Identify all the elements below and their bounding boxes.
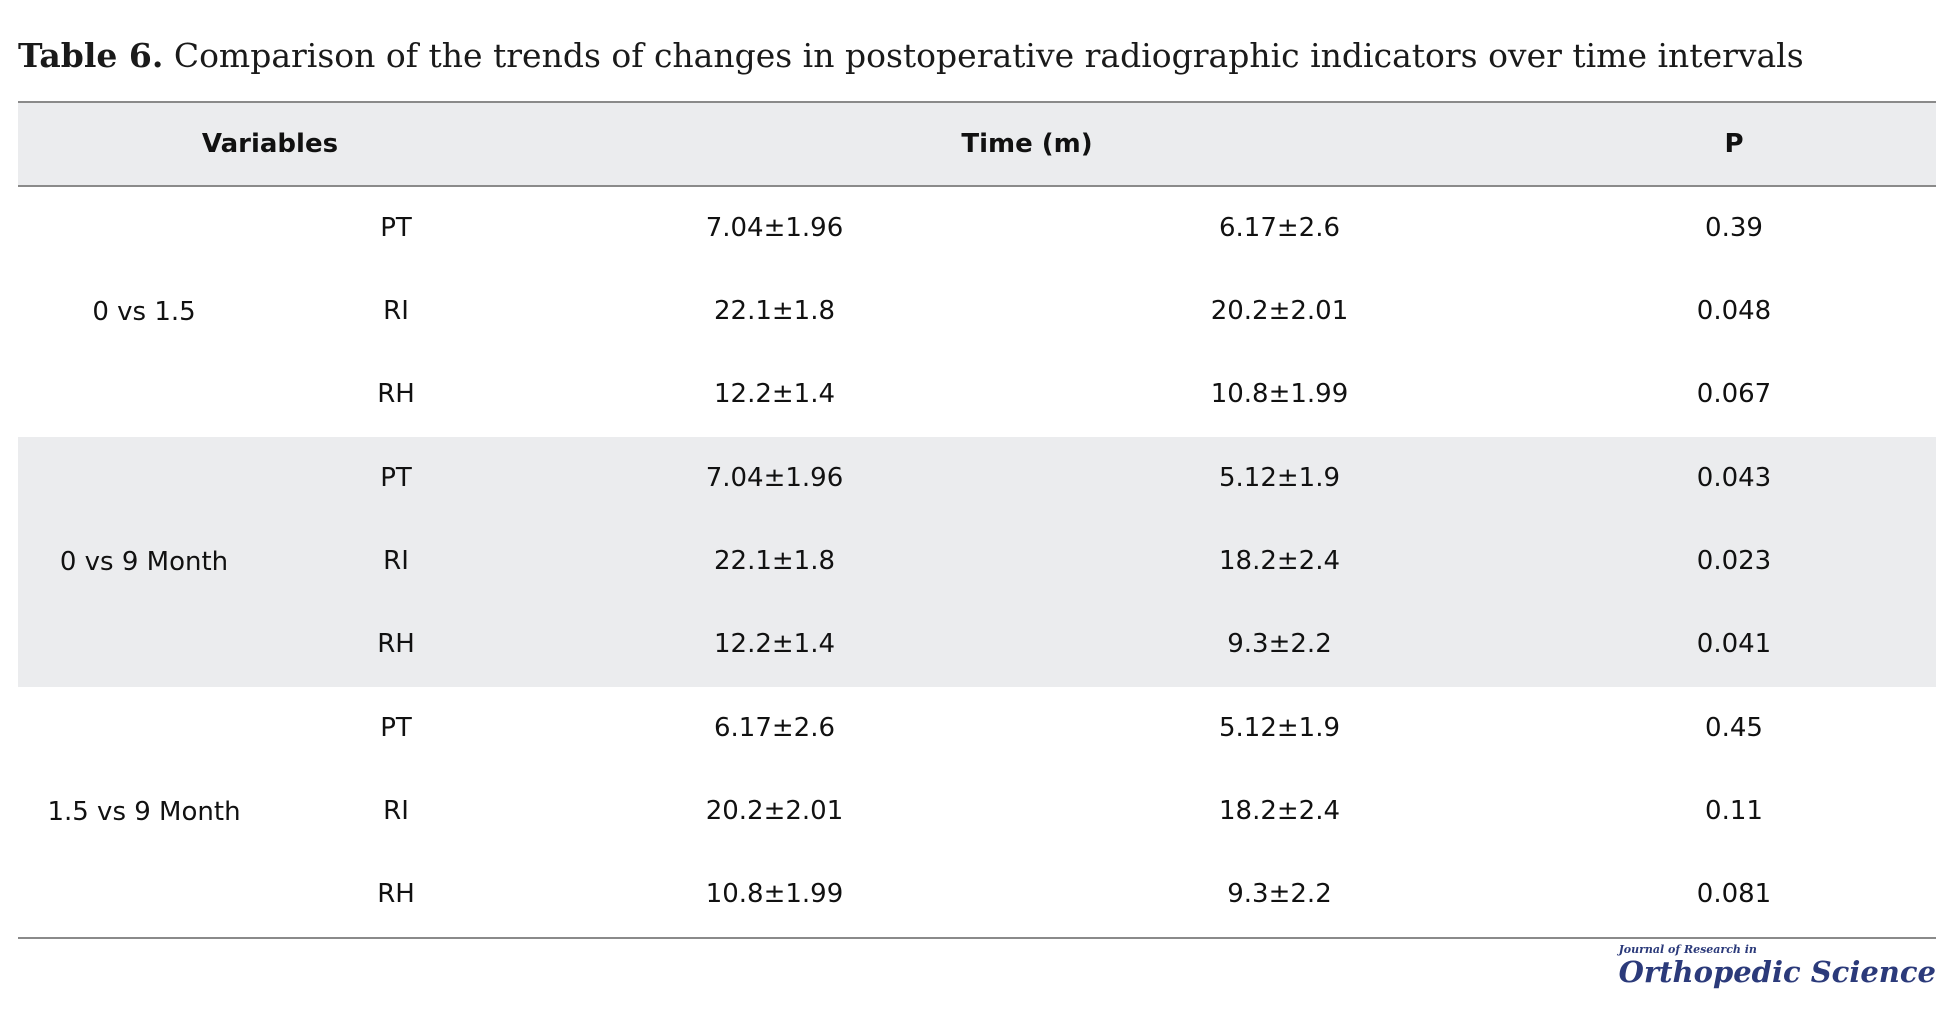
table-title: Comparison of the trends of changes in postoperative radiographic indicators over time intervals [163,36,1804,75]
bottom-rule [18,937,1936,939]
indicator-cell: RH [377,629,415,659]
header-time: Time (m) [961,129,1093,159]
table-row [18,270,1936,353]
table-row [18,437,1936,520]
time1-cell: 12.2±1.4 [713,379,836,409]
table-group-1-5-vs-9 [18,687,1936,937]
time1-cell: 20.2±2.01 [705,796,844,826]
table-group-0-vs-9 [18,437,1936,687]
table-row [18,853,1936,936]
table-row [18,353,1936,436]
time1-cell: 7.04±1.96 [705,463,844,493]
indicator-cell: PT [380,463,412,493]
p-cell: 0.11 [1705,796,1763,826]
table-row [18,187,1936,270]
group-label: 0 vs 1.5 [92,297,196,327]
indicator-cell: RH [377,379,415,409]
header-variables: Variables [201,129,339,159]
group-label: 0 vs 9 Month [59,547,229,577]
time2-cell: 18.2±2.4 [1218,546,1341,576]
p-cell: 0.043 [1696,463,1772,493]
p-cell: 0.041 [1696,629,1772,659]
table-row [18,770,1936,853]
journal-logo-title: Orthopedic Science [1618,955,1936,989]
p-cell: 0.39 [1705,213,1763,243]
time1-cell: 7.04±1.96 [705,213,844,243]
header-p: P [1724,129,1744,159]
time2-cell: 20.2±2.01 [1210,296,1349,326]
indicator-cell: RI [383,796,409,826]
time1-cell: 12.2±1.4 [713,629,836,659]
p-cell: 0.081 [1696,879,1772,909]
group-label: 1.5 vs 9 Month [47,797,241,827]
indicator-cell: PT [380,213,412,243]
time2-cell: 9.3±2.2 [1227,879,1332,909]
indicator-cell: RI [383,546,409,576]
journal-logo-small: Journal of Research in [1618,943,1757,956]
time1-cell: 10.8±1.99 [705,879,844,909]
time2-cell: 5.12±1.9 [1218,463,1341,493]
time1-cell: 22.1±1.8 [713,296,836,326]
indicator-cell: PT [380,713,412,743]
data-table [18,101,1936,939]
p-cell: 0.45 [1705,713,1763,743]
time2-cell: 10.8±1.99 [1210,379,1349,409]
table-number: Table 6. [18,36,164,75]
journal-logo [1619,944,1936,988]
indicator-cell: RH [377,879,415,909]
table-row [18,603,1936,686]
table-row [18,687,1936,770]
p-cell: 0.048 [1696,296,1772,326]
time2-cell: 18.2±2.4 [1218,796,1341,826]
indicator-cell: RI [383,296,409,326]
table-header [18,103,1936,185]
time2-cell: 5.12±1.9 [1218,713,1341,743]
time1-cell: 6.17±2.6 [713,713,836,743]
time2-cell: 6.17±2.6 [1218,213,1341,243]
table-group-0-vs-1-5 [18,187,1936,437]
table-row [18,520,1936,603]
p-cell: 0.067 [1696,379,1772,409]
p-cell: 0.023 [1696,546,1772,576]
table-caption [18,36,1918,75]
time1-cell: 22.1±1.8 [713,546,836,576]
time2-cell: 9.3±2.2 [1227,629,1332,659]
